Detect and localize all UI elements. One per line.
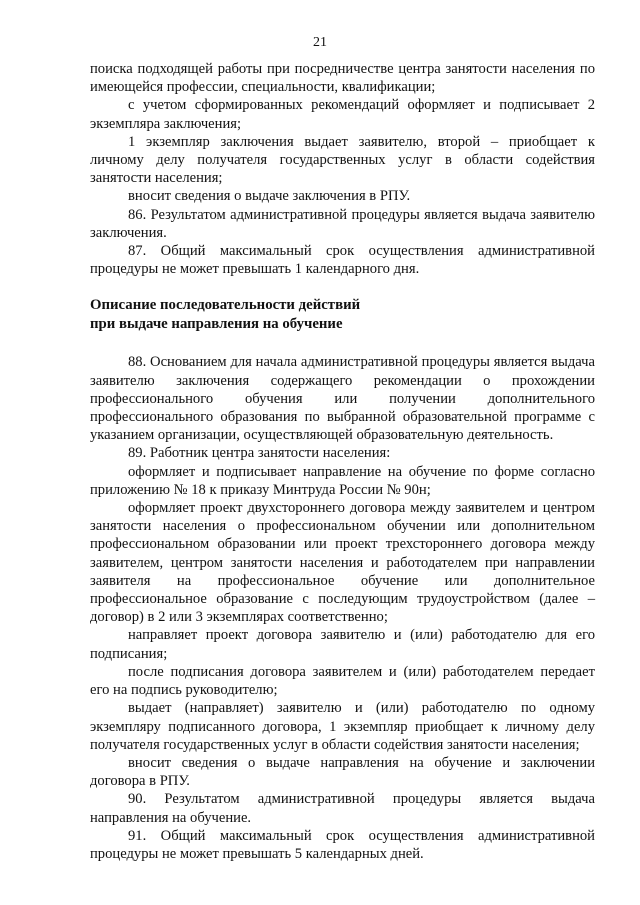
paragraph-89: 89. Работник центра занятости населения: xyxy=(128,445,391,462)
paragraph: после подписания договора заявителем и (или) работодателем передает его на подпись руководителю; xyxy=(90,663,595,699)
paragraph: 1 экземпляр заключения выдает заявителю, второй – приобщает к личному делу получателя государственных услуг в области содействия занятости населения; xyxy=(90,133,595,187)
paragraph: оформляет и подписывает направление на обучение по форме согласно приложению № 18 к приказу Минтруда России № 90н; xyxy=(90,463,595,498)
paragraph: с учетом сформированных рекомендаций оформляет и подписывает 2 экземпляра заключения; xyxy=(90,97,595,132)
section-heading-line-1: Описание последовательности действий xyxy=(90,297,361,314)
paragraph-continuation: поиска подходящей работы при посредничестве центра занятости населения по имеющейся профессии, специальности, квалификации; xyxy=(90,61,595,96)
spacer xyxy=(90,278,595,296)
paragraph-88: 88. Основанием для начала административной процедуры является выдача заявителю заключения содержащего рекомендации о прохождении профессионального обучения или получении дополнительного профессионального образования по выбранной образовательной программе с указанием организации, осуществляющей образовательную деятельность. xyxy=(90,354,595,444)
page-body xyxy=(90,60,595,863)
paragraph-91: 91. Общий максимальный срок осуществления административной процедуры не может превышать 5 календарных дней. xyxy=(90,827,595,862)
paragraph: направляет проект договора заявителю и (или) работодателю для его подписания; xyxy=(90,627,595,662)
paragraph-86: 86. Результатом административной процедуры является выдача заявителю заключения. xyxy=(90,206,595,241)
paragraph-87: 87. Общий максимальный срок осуществления административной процедуры не может превышать 1 календарного дня. xyxy=(90,243,595,278)
page-number: 21 xyxy=(313,35,327,50)
paragraph-90: 90. Результатом административной процедуры является выдача направления на обучение. xyxy=(90,791,595,826)
paragraph: выдает (направляет) заявителю и (или) работодателю по одному экземпляру подписанного договора, 1 экземпляр приобщает к личному делу получателя государственных услуг в области содействия занятости населения; xyxy=(90,700,595,753)
paragraph: вносит сведения о выдаче направления на обучение и заключении договора в РПУ. xyxy=(90,754,595,790)
paragraph: вносит сведения о выдаче заключения в РПУ. xyxy=(128,188,411,205)
spacer xyxy=(90,334,595,353)
section-heading-line-2: при выдаче направления на обучение xyxy=(90,316,343,333)
paragraph: оформляет проект двухстороннего договора между заявителем и центром занятости населения о профессиональном обучении или дополнительном профессиональном образовании или проект трехстороннего договора между заявителем, центром занятости населения и работодателем при направлении заявителя на профессиональное обучение или дополнительное профессиональное образование с последующим трудоустройством (далее – договор) в 2 или 3 экземплярах соответственно; xyxy=(90,500,595,626)
